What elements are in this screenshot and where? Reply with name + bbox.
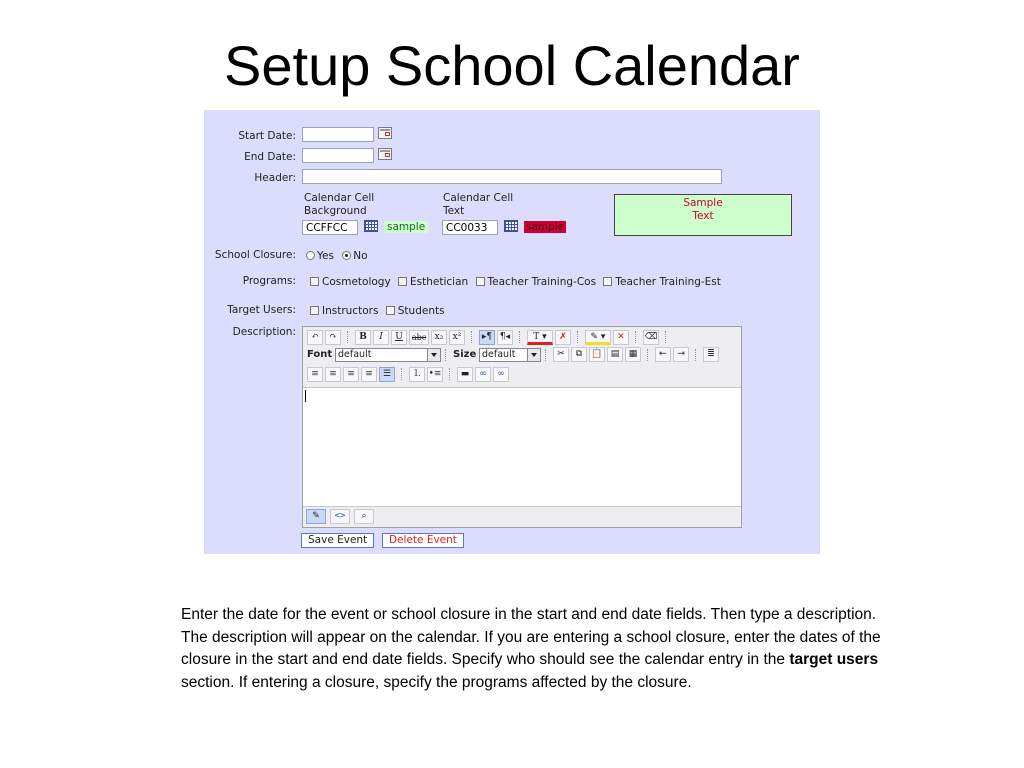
color-picker-icon[interactable] [504, 220, 518, 232]
programs-options [310, 276, 721, 288]
toolbar-separator [471, 331, 473, 343]
outdent-icon[interactable]: ⇤ [655, 347, 671, 362]
school-closure-options [306, 250, 368, 262]
align-justify-icon[interactable]: ≡ [361, 367, 377, 382]
subscript-button[interactable]: x₂ [431, 330, 447, 345]
size-select-value: default [482, 349, 516, 360]
target-students-label: Students [397, 305, 445, 317]
color-picker-icon[interactable] [364, 220, 378, 232]
bold-button[interactable]: B [355, 330, 371, 345]
toolbar-separator [449, 368, 451, 380]
end-date-calendar-icon[interactable] [378, 148, 392, 160]
redo-icon[interactable]: ↷ [325, 330, 341, 345]
program-teacher-training-cos-checkbox[interactable] [476, 277, 485, 286]
program-teacher-training-est-label: Teacher Training-Est [615, 276, 721, 288]
toolbar-separator [695, 349, 697, 361]
program-cosmetology-label: Cosmetology [322, 276, 391, 288]
preview-icon[interactable]: ⌕ [354, 509, 374, 524]
paste-word-icon[interactable]: ▦ [625, 347, 641, 362]
target-instructors-checkbox[interactable] [310, 306, 319, 315]
header-label: Header: [254, 172, 296, 184]
toolbar-separator [445, 349, 447, 361]
copy-icon[interactable]: ⧉ [571, 347, 587, 362]
size-select[interactable] [479, 348, 541, 362]
chevron-down-icon [427, 349, 440, 361]
size-label: Size [453, 349, 477, 360]
cell-background-input[interactable] [302, 220, 358, 235]
align-center-icon[interactable]: ≡ [325, 367, 341, 382]
target-students-checkbox[interactable] [386, 306, 395, 315]
chevron-down-icon [527, 349, 540, 361]
cell-background-label-line1: Calendar Cell [304, 192, 375, 204]
program-cosmetology-checkbox[interactable] [310, 277, 319, 286]
toolbar-separator [577, 331, 579, 343]
underline-button[interactable]: U [391, 330, 407, 345]
cell-text-sample: sample [526, 221, 565, 233]
font-select[interactable] [335, 348, 441, 362]
strikethrough-button[interactable]: abc [409, 330, 429, 345]
highlight-color-icon[interactable]: ✎ ▾ [585, 330, 611, 345]
start-date-calendar-icon[interactable] [378, 127, 392, 139]
sample-text-line1: Sample [683, 197, 723, 209]
delete-event-button[interactable]: Delete Event [382, 533, 464, 548]
toolbar-separator [347, 331, 349, 343]
remove-link-icon[interactable]: ∞ [493, 367, 509, 382]
rtl-icon[interactable]: ¶◂ [497, 330, 513, 345]
instructions-bold-target-users: target users [789, 651, 879, 669]
font-select-value: default [338, 349, 372, 360]
closure-yes-radio[interactable] [306, 251, 315, 260]
text-color-icon[interactable]: T ▾ [527, 330, 553, 345]
cell-text-label-line1: Calendar Cell [443, 192, 514, 204]
unordered-list-icon[interactable]: •≡ [427, 367, 443, 382]
start-date-label: Start Date: [238, 130, 296, 142]
toolbar-separator [545, 349, 547, 361]
target-users-label: Target Users: [227, 304, 296, 316]
editor-toolbar [303, 327, 741, 388]
indent-icon[interactable]: ⇥ [673, 347, 689, 362]
programs-label: Programs: [242, 275, 296, 287]
ltr-icon[interactable]: ▸¶ [479, 330, 495, 345]
cell-text-label-line2: Text [443, 205, 465, 217]
editor-mode-bar [303, 506, 741, 527]
program-esthetician-checkbox[interactable] [398, 277, 407, 286]
instructions-text-part2: section. If entering a closure, specify the programs affected by the closure. [181, 674, 692, 692]
end-date-label: End Date: [244, 151, 296, 163]
superscript-button[interactable]: x² [449, 330, 465, 345]
toolbar-separator [635, 331, 637, 343]
align-left-icon[interactable]: ≡ [307, 367, 323, 382]
eraser-icon[interactable]: ⌫ [643, 330, 659, 345]
sample-text-preview [614, 194, 792, 236]
paste-text-icon[interactable]: ▤ [607, 347, 623, 362]
clear-highlight-icon[interactable]: ✕ [613, 330, 629, 345]
program-teacher-training-cos-label: Teacher Training-Cos [487, 276, 597, 288]
description-label: Description: [232, 326, 296, 338]
design-mode-icon[interactable]: ✎ [306, 509, 326, 524]
toolbar-separator [519, 331, 521, 343]
remove-format-icon[interactable]: ✗ [555, 330, 571, 345]
cell-text-input[interactable] [442, 220, 498, 235]
target-instructors-label: Instructors [322, 305, 379, 317]
html-mode-icon[interactable]: <> [330, 509, 350, 524]
program-teacher-training-est-checkbox[interactable] [603, 277, 612, 286]
ordered-list-icon[interactable]: ⒈ [409, 367, 425, 382]
horizontal-rule-icon[interactable]: ▬ [457, 367, 473, 382]
end-date-input[interactable] [302, 148, 374, 163]
cell-background-label-line2: Background [304, 205, 367, 217]
toolbar-separator [665, 331, 667, 343]
save-event-button[interactable]: Save Event [301, 533, 374, 548]
toolbar-separator [647, 349, 649, 361]
school-closure-label: School Closure: [214, 249, 296, 261]
header-input[interactable] [302, 169, 722, 184]
target-users-options [310, 305, 445, 317]
align-right-icon[interactable]: ≡ [343, 367, 359, 382]
calendar-setup-form [204, 110, 820, 554]
program-esthetician-label: Esthetician [410, 276, 469, 288]
sample-text-line2: Text [692, 210, 714, 222]
closure-yes-label: Yes [317, 250, 334, 262]
paste-icon[interactable]: 📋 [589, 347, 605, 362]
font-label: Font [307, 349, 333, 360]
italic-button[interactable]: I [373, 330, 389, 345]
instructions-paragraph [181, 604, 901, 695]
blockquote-icon[interactable]: ≣ [703, 347, 719, 362]
closure-no-label: No [353, 250, 368, 262]
align-full-icon[interactable]: ☰ [379, 367, 395, 382]
description-text-area[interactable] [303, 388, 741, 506]
cut-icon[interactable]: ✂ [553, 347, 569, 362]
undo-icon[interactable]: ↶ [307, 330, 323, 345]
start-date-input[interactable] [302, 127, 374, 142]
instructions-text-part1: Enter the date for the event or school closure in the start and end date fields. Then type a description. The description will appear on the calendar. If you are entering a school closure, enter the dates of the closure in the start and end date fields. Specify who should see the calendar entry in the [181, 606, 881, 669]
description-editor [302, 326, 742, 528]
closure-no-radio[interactable] [342, 251, 351, 260]
cell-background-sample: sample [384, 221, 428, 233]
insert-link-icon[interactable]: ∞ [475, 367, 491, 382]
slide-title: Setup School Calendar [224, 34, 800, 97]
toolbar-separator [401, 368, 403, 380]
